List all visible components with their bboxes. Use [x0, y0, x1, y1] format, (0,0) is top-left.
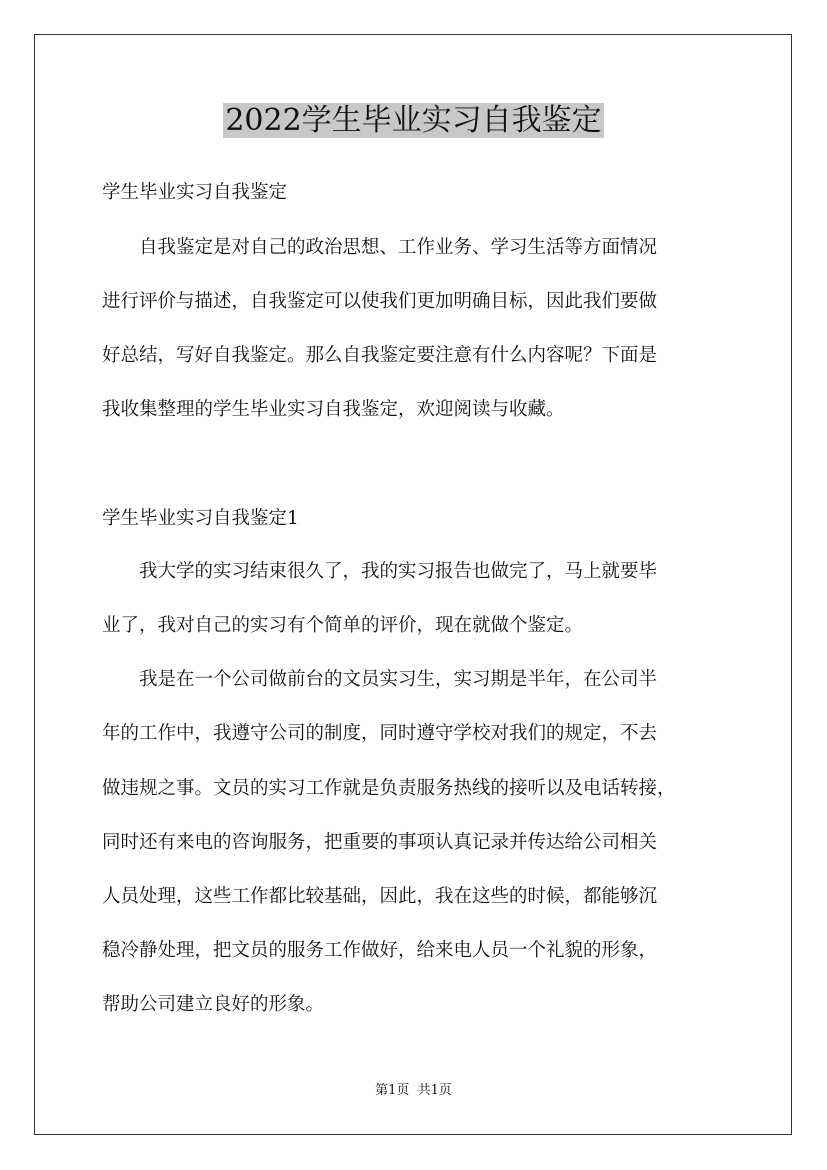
- body-line-3: 我是在一个公司做前台的文员实习生，实习期是半年，在公司半: [102, 669, 658, 690]
- intro-line-4: 我收集整理的学生毕业实习自我鉴定，欢迎阅读与收藏。: [102, 399, 565, 420]
- document-title: [0, 99, 827, 143]
- body-line-9: 帮助公司建立良好的形象。: [102, 994, 325, 1015]
- body-line-7: 人员处理，这些工作都比较基础，因此，我在这些的时候，都能够沉: [102, 886, 658, 907]
- body-line-6: 同时还有来电的咨询服务，把重要的事项认真记录并传达给公司相关: [102, 832, 658, 853]
- intro-line-1: 自我鉴定是对自己的政治思想、工作业务、学习生活等方面情况: [102, 237, 658, 258]
- body-line-4: 年的工作中，我遵守公司的制度，同时遵守学校对我们的规定，不去: [102, 723, 658, 744]
- intro-line-2: 进行评价与描述，自我鉴定可以使我们更加明确目标，因此我们要做: [102, 291, 658, 312]
- body-line-8: 稳冷静处理，把文员的服务工作做好，给来电人员一个礼貌的形象，: [102, 940, 658, 961]
- body-line-1: 我大学的实习结束很久了，我的实习报告也做完了，马上就要毕: [102, 561, 658, 582]
- body-line-2: 业了，我对自己的实习有个简单的评价，现在就做个鉴定。: [102, 615, 584, 636]
- section-heading-1: 学生毕业实习自我鉴定1: [102, 508, 299, 529]
- intro-line-3: 好总结，写好自我鉴定。那么自我鉴定要注意有什么内容呢？下面是: [102, 345, 658, 366]
- page-footer: 第1页 共1页: [375, 1083, 452, 1098]
- document-title-text: 2022学生毕业实习自我鉴定: [225, 103, 602, 138]
- subtitle: 学生毕业实习自我鉴定: [102, 182, 288, 203]
- body-line-5: 做违规之事。文员的实习工作就是负责服务热线的接听以及电话转接，: [102, 778, 676, 799]
